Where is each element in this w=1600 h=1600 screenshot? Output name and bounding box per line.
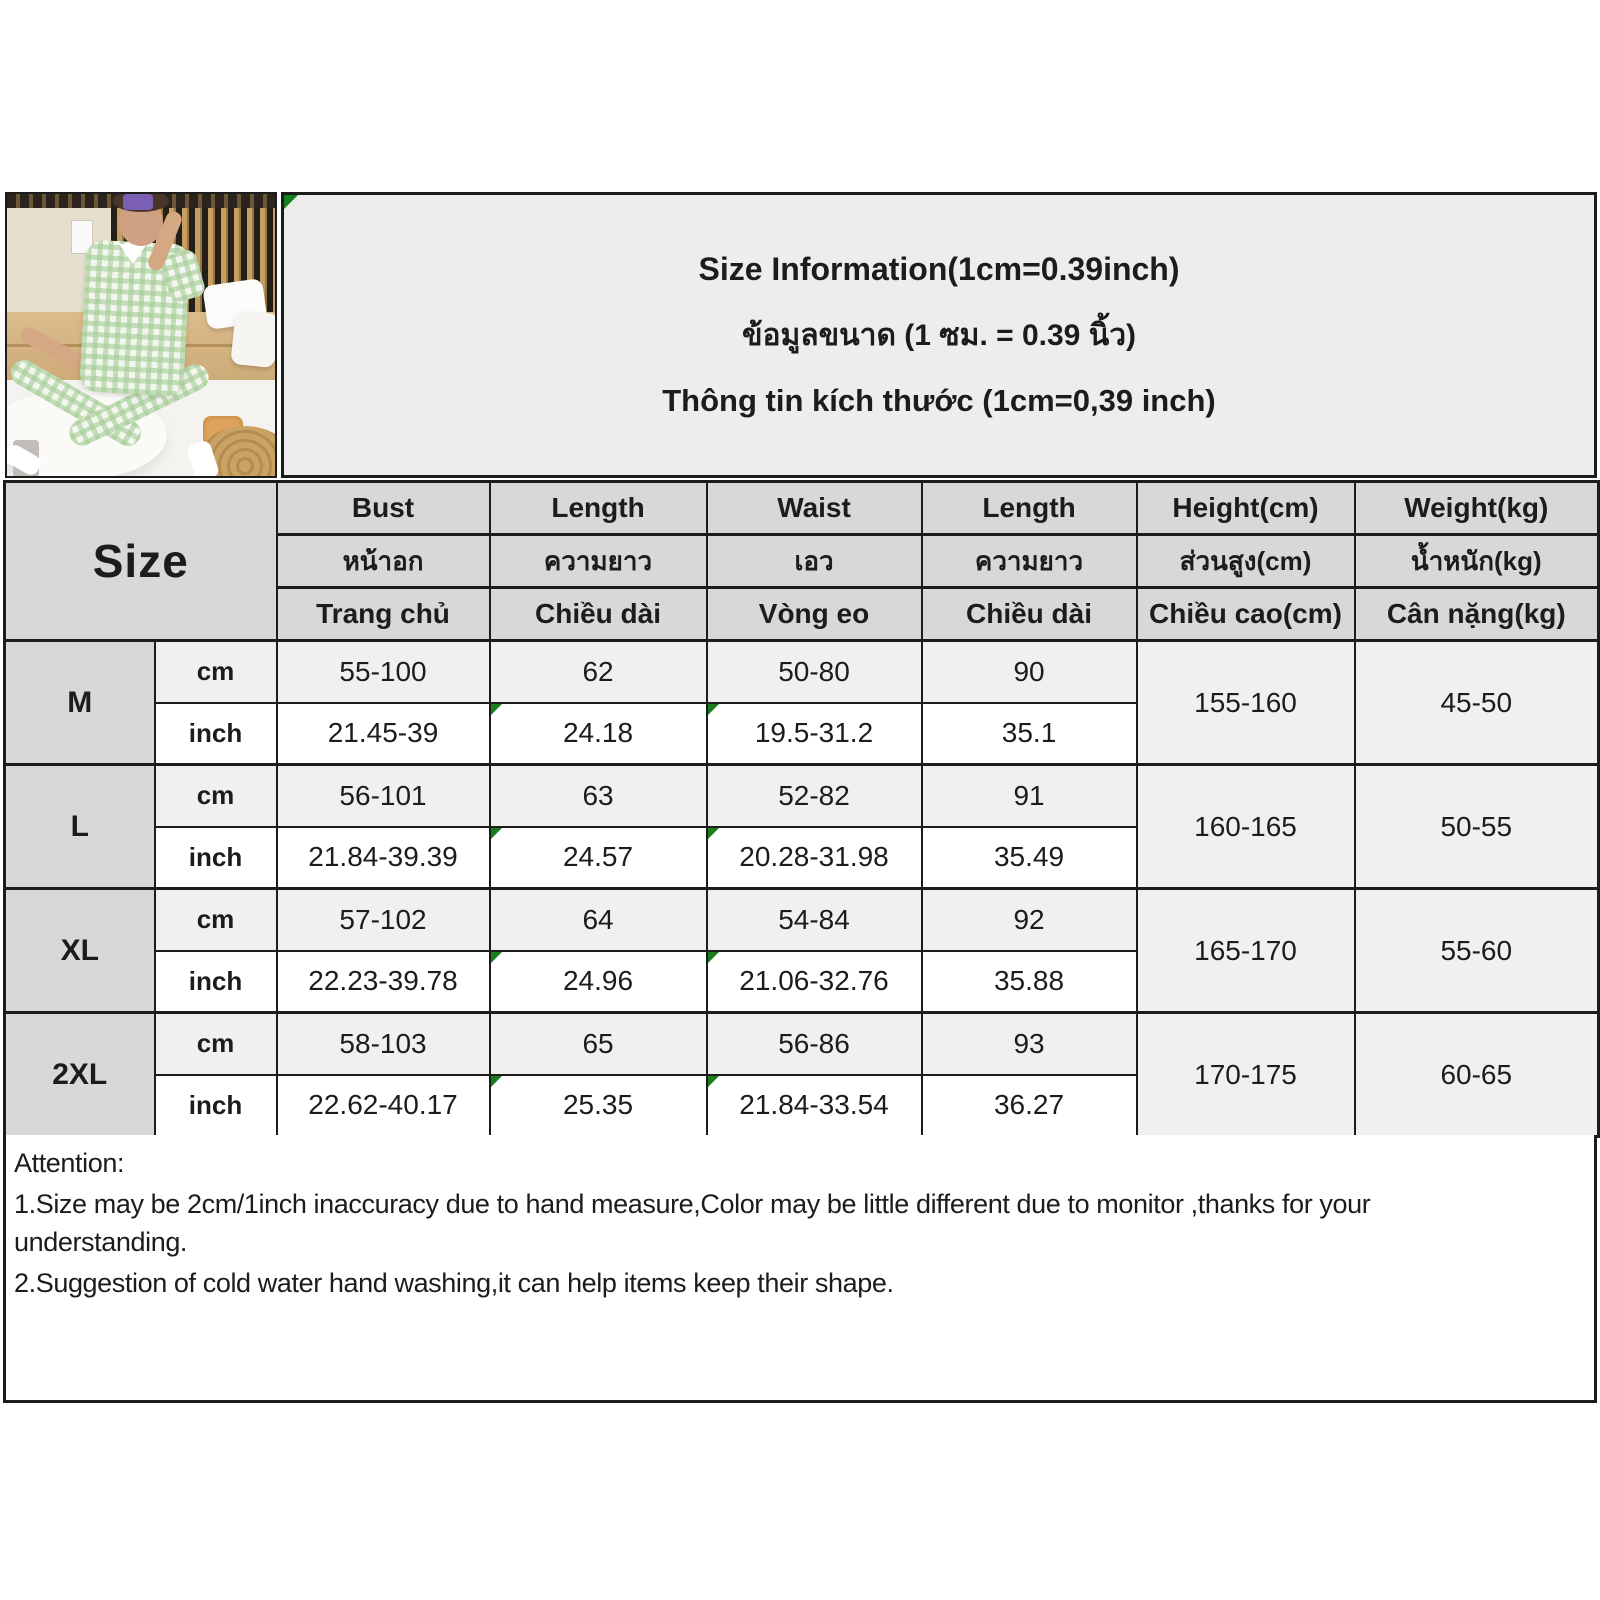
cell-waist: 56-86 (707, 1013, 922, 1075)
cell-weight: 60-65 (1355, 1013, 1599, 1137)
cell-length2: 35.49 (922, 827, 1137, 889)
unit-inch: inch (155, 703, 277, 765)
cell-bust: 21.84-39.39 (277, 827, 490, 889)
cell-bust: 21.45-39 (277, 703, 490, 765)
size-table (3, 480, 1600, 1138)
attention-section (3, 1135, 1597, 1403)
unit-inch: inch (155, 951, 277, 1013)
unit-cm: cm (155, 889, 277, 951)
cell-length2: 35.1 (922, 703, 1137, 765)
unit-inch: inch (155, 827, 277, 889)
top-section (5, 192, 1597, 478)
attention-note-1: 1.Size may be 2cm/1inch inaccuracy due to hand measure,Color may be little different due to monitor ,thanks for your understanding. (14, 1189, 1371, 1257)
cell-length: 62 (490, 641, 707, 703)
row-l-cm (5, 765, 1599, 827)
cell-bust: 22.23-39.78 (277, 951, 490, 1013)
title-vietnamese: Thông tin kích thước (1cm=0,39 inch) (662, 383, 1216, 418)
size-table-wrap (3, 480, 1597, 1138)
col-header-weight-th: น้ำหนัก(kg) (1355, 535, 1599, 588)
size-label-l: L (5, 765, 155, 889)
cell-weight: 55-60 (1355, 889, 1599, 1013)
col-header-waist-vi: Vòng eo (707, 588, 922, 641)
photo-collar (119, 244, 147, 264)
cell-length2: 35.88 (922, 951, 1137, 1013)
cell-length2: 90 (922, 641, 1137, 703)
col-header-length-vi: Chiều dài (490, 588, 707, 641)
cell-length: 25.35 (490, 1075, 707, 1137)
cell-height: 160-165 (1137, 765, 1355, 889)
cell-bust: 57-102 (277, 889, 490, 951)
col-header-waist-th: เอว (707, 535, 922, 588)
col-header-length2-th: ความยาว (922, 535, 1137, 588)
cell-length: 24.96 (490, 951, 707, 1013)
cell-height: 165-170 (1137, 889, 1355, 1013)
cell-length2: 36.27 (922, 1075, 1137, 1137)
attention-heading: Attention: (14, 1148, 125, 1178)
row-m-cm (5, 641, 1599, 703)
attention-note-2: 2.Suggestion of cold water hand washing,it can help items keep their shape. (14, 1267, 894, 1298)
cell-length: 63 (490, 765, 707, 827)
cell-length: 24.57 (490, 827, 707, 889)
cell-bust: 58-103 (277, 1013, 490, 1075)
unit-cm: cm (155, 641, 277, 703)
header-row-english (5, 482, 1599, 535)
col-header-length-th: ความยาว (490, 535, 707, 588)
cell-bust: 22.62-40.17 (277, 1075, 490, 1137)
col-header-bust-th: หน้าอก (277, 535, 490, 588)
col-header-height-th: ส่วนสูง(cm) (1137, 535, 1355, 588)
col-header-weight-vi: Cân nặng(kg) (1355, 588, 1599, 641)
col-header-height-en: Height(cm) (1137, 482, 1355, 535)
unit-cm: cm (155, 1013, 277, 1075)
col-header-length-en: Length (490, 482, 707, 535)
product-photo (5, 192, 277, 478)
size-label-m: M (5, 641, 155, 765)
row-xl-cm (5, 889, 1599, 951)
col-header-height-vi: Chiều cao(cm) (1137, 588, 1355, 641)
cell-weight: 50-55 (1355, 765, 1599, 889)
size-label-2xl: 2XL (5, 1013, 155, 1137)
row-2xl-cm (5, 1013, 1599, 1075)
unit-cm: cm (155, 765, 277, 827)
col-header-bust-vi: Trang chủ (277, 588, 490, 641)
cell-waist: 21.06-32.76 (707, 951, 922, 1013)
col-header-bust-en: Bust (277, 482, 490, 535)
photo-phone (123, 194, 153, 210)
cell-waist: 52-82 (707, 765, 922, 827)
cell-length: 24.18 (490, 703, 707, 765)
cell-bust: 55-100 (277, 641, 490, 703)
photo-pillow (230, 310, 277, 368)
size-info-title-panel (281, 192, 1597, 478)
cell-waist: 50-80 (707, 641, 922, 703)
col-header-length2-en: Length (922, 482, 1137, 535)
col-header-weight-en: Weight(kg) (1355, 482, 1599, 535)
size-corner-header: Size (5, 482, 277, 641)
size-label-xl: XL (5, 889, 155, 1013)
cell-length2: 92 (922, 889, 1137, 951)
cell-waist: 54-84 (707, 889, 922, 951)
unit-inch: inch (155, 1075, 277, 1137)
cell-bust: 56-101 (277, 765, 490, 827)
cell-waist: 20.28-31.98 (707, 827, 922, 889)
title-english: Size Information(1cm=0.39inch) (698, 251, 1180, 287)
cell-length: 64 (490, 889, 707, 951)
cell-waist: 19.5-31.2 (707, 703, 922, 765)
cell-height: 170-175 (1137, 1013, 1355, 1137)
cell-height: 155-160 (1137, 641, 1355, 765)
cell-length2: 91 (922, 765, 1137, 827)
cell-length: 65 (490, 1013, 707, 1075)
col-header-waist-en: Waist (707, 482, 922, 535)
cell-weight: 45-50 (1355, 641, 1599, 765)
cell-waist: 21.84-33.54 (707, 1075, 922, 1137)
cell-length2: 93 (922, 1013, 1137, 1075)
col-header-length2-vi: Chiều dài (922, 588, 1137, 641)
title-thai: ข้อมูลขนาด (1 ซม. = 0.39 นิ้ว) (741, 319, 1137, 352)
